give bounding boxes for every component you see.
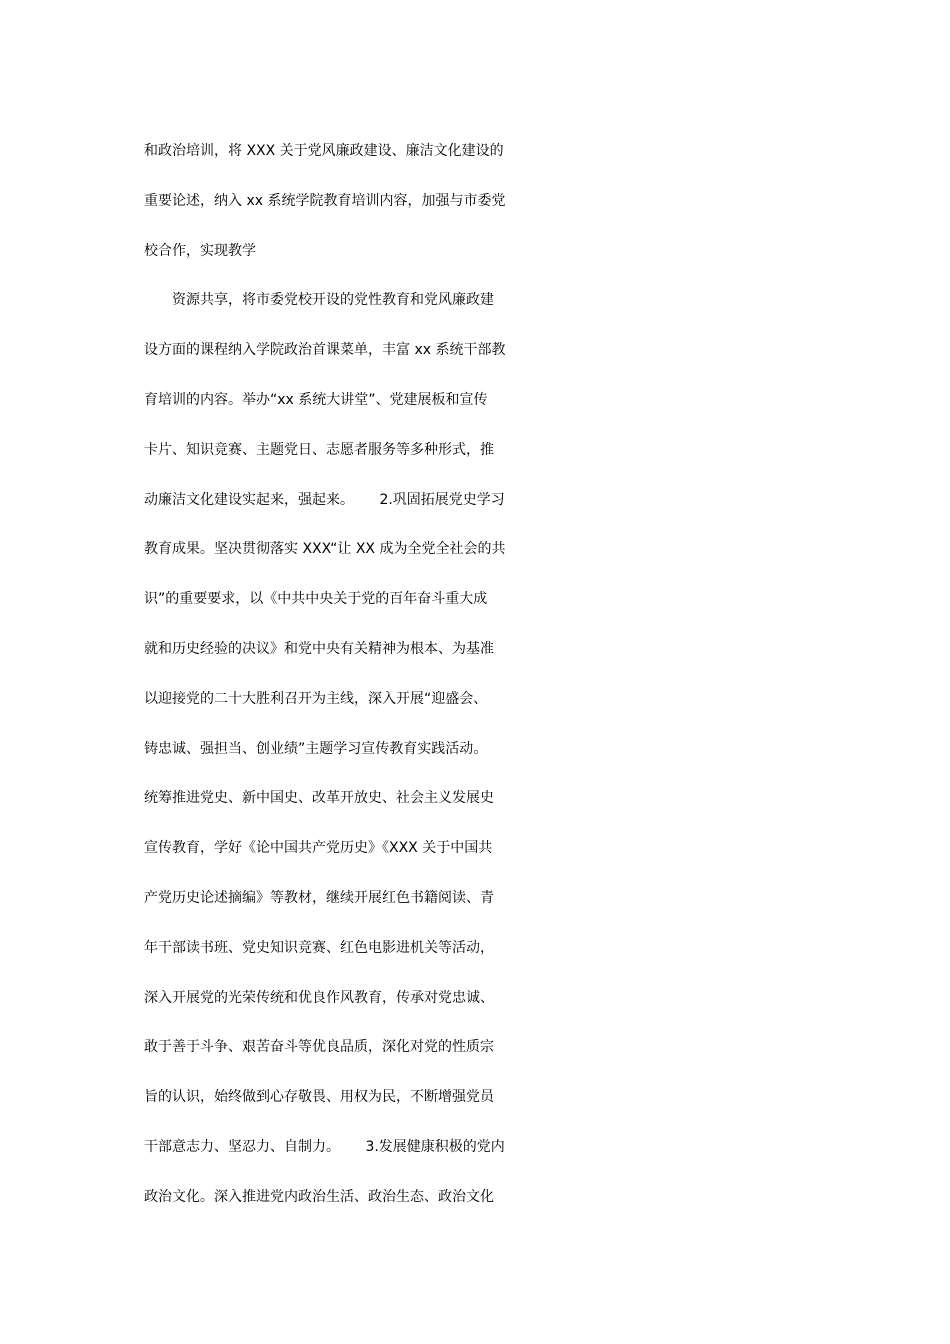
text-line: 铸忠诚、强担当、创业绩”主题学习宣传教育实践活动。 (144, 740, 488, 757)
text-line: 育培训的内容。举办“xx 系统大讲堂”、党建展板和宣传 (144, 391, 488, 408)
body-text (144, 127, 814, 1223)
text-line: 政治文化。深入推进党内政治生活、政治生态、政治文化 (144, 1188, 494, 1205)
text-line: 动廉洁文化建设实起来，强起来。 2.巩固拓展党史学习 (144, 491, 505, 508)
text-line: 深入开展党的光荣传统和优良作风教育，传承对党忠诚、 (144, 989, 494, 1006)
text-line: 设方面的课程纳入学院政治首课菜单，丰富 xx 系统干部教 (144, 342, 506, 359)
text-line: 卡片、知识竞赛、主题党日、志愿者服务等多种形式，推 (144, 441, 494, 458)
text-line: 年干部读书班、党史知识竞赛、红色电影进机关等活动， (144, 939, 494, 956)
text-line: 校合作，实现教学 (144, 242, 256, 259)
text-line: 重要论述，纳入 xx 系统学院教育培训内容，加强与市委党 (144, 192, 506, 209)
text-line: 以迎接党的二十大胜利召开为主线，深入开展“迎盛会、 (144, 690, 488, 707)
text-line: 资源共享，将市委党校开设的党性教育和党风廉政建 (144, 292, 494, 309)
text-line: 产党历史论述摘编》等教材，继续开展红色书籍阅读、青 (144, 889, 494, 906)
text-line: 宣传教育，学好《论中国共产党历史》《XXX 关于中国共 (144, 840, 493, 857)
text-line: 就和历史经验的决议》和党中央有关精神为根本、为基准 (144, 640, 494, 657)
text-line: 教育成果。坚决贯彻落实 XXX“让 XX 成为全党全社会的共 (144, 541, 506, 558)
text-line: 干部意志力、坚忍力、自制力。 3.发展健康积极的党内 (144, 1138, 505, 1155)
text-line: 敢于善于斗争、艰苦奋斗等优良品质，深化对党的性质宗 (144, 1039, 494, 1056)
text-line: 和政治培训，将 XXX 关于党风廉政建设、廉洁文化建设的 (144, 143, 504, 159)
text-line: 旨的认识，始终做到心存敬畏、用权为民，不断增强党员 (144, 1089, 494, 1106)
text-line: 识”的重要要求，以《中共中央关于党的百年奋斗重大成 (144, 591, 488, 608)
text-line: 统筹推进党史、新中国史、改革开放史、社会主义发展史 (144, 790, 494, 807)
